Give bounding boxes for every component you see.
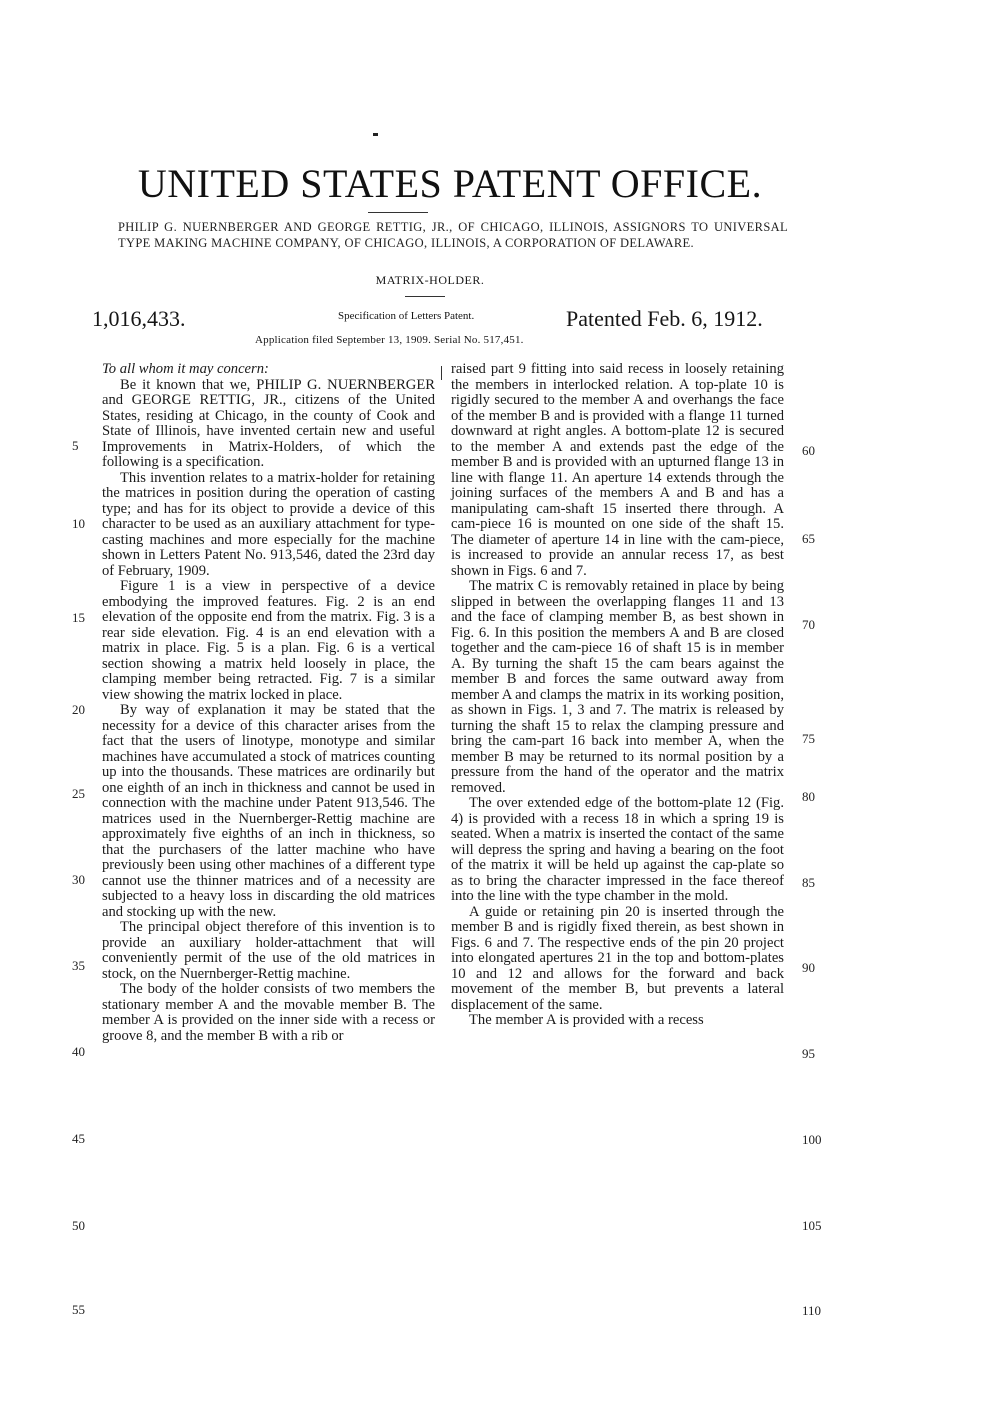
right-column	[451, 362, 784, 1029]
line-number: 25	[72, 786, 85, 801]
specification-label: Specification of Letters Patent.	[338, 310, 475, 322]
line-number: 40	[72, 1044, 85, 1059]
line-number: 85	[802, 875, 815, 890]
line-number: 55	[72, 1302, 85, 1317]
line-number: 110	[802, 1303, 822, 1318]
line-number: 35	[72, 958, 85, 973]
line-number: 45	[72, 1131, 85, 1146]
line-number: 75	[802, 731, 815, 746]
paragraph: raised part 9 fitting into said recess in loosely retaining the members in interlocked relation. A top-plate 10 is rigidly secured to the member A and overhangs the face of the member B and is provided with a flange 11 turned downward at right angles. A bottom-plate 12 is secured to the member A and extends past the edge of the member B and is provided with an upturned flange 13 in line with flange 11. An aperture 14 extends through the joining surfaces of the members A and B and has a manipulating cam-shaft 15 inserted there through. A cam-piece 16 is mounted on one side of the shaft 15. The diameter of aperture 14 in line with the cam-piece, is increased to provide an annular recess 17, as best shown in Figs. 6 and 7.	[451, 361, 784, 579]
ink-dot	[373, 133, 378, 136]
line-number: 30	[72, 872, 85, 887]
paragraph: The matrix C is removably retained in place by being slipped in between the overlapping flanges 11 and 13 and the face of clamping member B, as best shown in Fig. 6. In this position the members A and B are closed together and the cam-piece 16 of shaft 15 is in member A. By turning the shaft 15 the cam bears against the member B and forces the same outward away from member A and clamps the matrix in its working position, as shown in Figs. 1, 3 and 7. The matrix is released by turning the shaft 15 to relax the clamping pressure and bring the cam-part 16 back into member A, when the member B may be returned to its normal position by a pressure from the hand of the operator and the matrix removed.	[451, 578, 784, 796]
subject-rule	[405, 296, 445, 297]
paragraph: Be it known that we, PHILIP G. NUERNBERGER and GEORGE RETTIG, JR., citizens of the United States, residing at Chicago, in the county of Cook and State of Illinois, have invented certain new and useful Improvements in Matrix-Holders, of which the following is a specification.	[102, 376, 435, 470]
line-number: 50	[72, 1218, 85, 1233]
application-info: Application filed September 13, 1909. Serial No. 517,451.	[255, 334, 524, 346]
title-rule	[368, 212, 428, 213]
paragraph: To all whom it may concern:	[102, 361, 269, 377]
line-number: 95	[802, 1046, 815, 1061]
paragraph: A guide or retaining pin 20 is inserted through the member B and is rigidly fixed therein, as best shown in Figs. 6 and 7. The respective ends of the pin 20 project into elongated apertures 21 in the top and bottom-plates 10 and 12 and allows for the forward and back movement of the member B, but prevents a lateral displacement of the same.	[451, 903, 784, 1013]
paragraph: The principal object therefore of this invention is to provide an auxiliary holder-attachment that will conveniently permit of the use of the old matrices in stock, on the Nuernberger-Rettig machine.	[102, 919, 435, 982]
patent-number: 1,016,433.	[92, 306, 186, 331]
line-number: 60	[802, 443, 815, 458]
line-number: 70	[802, 617, 815, 632]
line-number: 105	[802, 1218, 822, 1233]
page-title: UNITED STATES PATENT OFFICE.	[137, 161, 763, 206]
paragraph: Figure 1 is a view in perspective of a device embodying the improved features. Fig. 2 is an end elevation of the opposite end from the matrix. Fig. 3 is a rear side elevation. Fig. 4 is an end elevation with a matrix in place. Fig. 5 is a plan. Fig. 6 is a vertical section showing a matrix held loosely in place, the clamping member being retracted. Fig. 7 is a similar view showing the matrix locked in place.	[102, 578, 435, 703]
patented-date: Patented Feb. 6, 1912.	[566, 306, 763, 331]
column-divider-mark	[441, 366, 442, 380]
line-number: 10	[72, 516, 85, 531]
line-number: 80	[802, 789, 815, 804]
line-number: 100	[802, 1132, 822, 1147]
line-number: 90	[802, 960, 815, 975]
paragraph: The body of the holder consists of two members the stationary member A and the movable member B. The member A is provided on the inner side with a recess or groove 8, and the member B with a rib or	[102, 981, 435, 1044]
line-number: 20	[72, 702, 85, 717]
paragraph: The over extended edge of the bottom-plate 12 (Fig. 4) is provided with a recess 18 in which a spring 19 is seated. When a matrix is inserted the contact of the same will depress the spring and having a bearing on the foot of the matrix it will be held up against the cap-plate so as to bring the character impressed in the face thereof into the line with the type chamber in the mold.	[451, 795, 784, 904]
paragraph: This invention relates to a matrix-holder for retaining the matrices in position during the operation of casting type; and has for its object to provide a device of this character to be used as an auxiliary attachment for type-casting machines and more especially for the machine shown in Letters Patent No. 913,546, dated the 23rd day of February, 1909.	[102, 469, 435, 579]
left-column	[102, 362, 435, 1044]
line-number: 5	[72, 438, 79, 453]
line-number: 65	[802, 531, 815, 546]
paragraph: The member A is provided with a recess	[469, 1012, 704, 1028]
subject-title: MATRIX-HOLDER.	[375, 273, 485, 287]
line-number: 15	[72, 610, 85, 625]
inventors-line: PHILIP G. NUERNBERGER AND GEORGE RETTIG, JR., OF CHICAGO, ILLINOIS, ASSIGNORS TO UNIVERSAL TYPE MAKING MACHINE COMPANY, OF CHICAGO, ILLINOIS, A CORPORATION OF DELAWARE.	[118, 220, 788, 250]
paragraph: By way of explanation it may be stated that the necessity for a device of this character arises from the fact that the users of linotype, monotype and similar machines have accumulated a stock of matrices counting up into the thousands. These matrices are ordinarily but one eighth of an inch in thickness and cannot be used in connection with the machine under Patent 913,546. The matrices used in the Nuernberger-Rettig machine are approximately five eighths of an inch in thickness, so that the purchasers of the latter machine who have previously been using other machines of a different type cannot use the thinner matrices and of a necessity are subjected to a heavy loss in discarding the old matrices and stocking up with the new.	[102, 702, 435, 920]
